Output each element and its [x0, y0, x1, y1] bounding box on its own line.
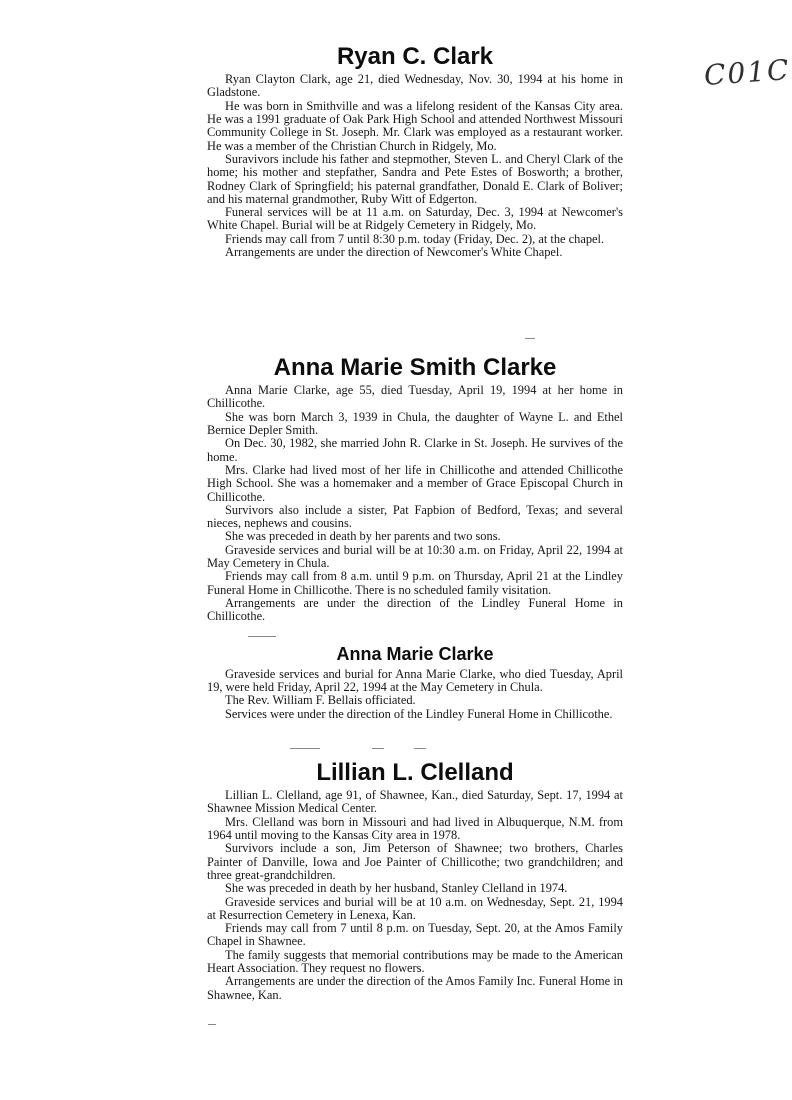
obituary-paragraph: Lillian L. Clelland, age 91, of Shawnee, Kan., died Saturday, Sept. 17, 1994 at Shawnee Mission Medical Center. [207, 788, 623, 816]
obituary-paragraph: Mrs. Clarke had lived most of her life in Chillicothe and attended Chillicothe High School. She was a homemaker and a member of Grace Episcopal Church in Chillicothe. [207, 462, 623, 504]
obituary-paragraph: Friends may call from 8 a.m. until 9 p.m. on Thursday, April 21 at the Lindley Funeral Home in Chillicothe. There is no scheduled family visitation. [207, 569, 623, 597]
obituary-paragraph: Mrs. Clelland was born in Missouri and had lived in Albuquerque, N.M. from 1964 until moving to the Kansas City area in 1978. [207, 814, 623, 843]
obituary-paragraph: Services were under the direction of the Lindley Funeral Home in Chillicothe. [225, 706, 613, 721]
obituary-paragraph: She was preceded in death by her parents and two sons. [225, 529, 501, 544]
obituary-paragraph: The family suggests that memorial contributions may be made to the American Heart Association. They request no flowers. [207, 947, 623, 976]
scan-mark [290, 748, 320, 749]
scan-mark [525, 338, 535, 339]
scan-mark [372, 748, 384, 749]
obituary-anna-marie-clarke [207, 645, 623, 721]
obituary-name: Lillian L. Clelland [316, 759, 514, 786]
obituary-paragraph: Graveside services and burial will be at 10:30 a.m. on Friday, April 22, 1994 at May Cemetery in Chula. [207, 542, 623, 571]
obituary-paragraph: She was preceded in death by her husband, Stanley Clelland in 1974. [225, 881, 568, 896]
obituary-name: Anna Marie Smith Clarke [273, 354, 557, 381]
obituary-paragraph: Arrangements are under the direction of the Lindley Funeral Home in Chillicothe. [207, 595, 623, 624]
scan-mark [208, 1024, 216, 1025]
obituary-anna-marie-smith-clarke [207, 355, 623, 624]
obituary-paragraph: Graveside services and burial for Anna Marie Clarke, who died Tuesday, April 19, were held Friday, April 22, 1994 at the May Cemetery in Chula. [207, 666, 623, 695]
obituary-paragraph: Ryan Clayton Clark, age 21, died Wednesday, Nov. 30, 1994 at his home in Gladstone. [207, 72, 623, 100]
obituary-name: Anna Marie Clarke [336, 644, 494, 664]
obituary-paragraph: Graveside services and burial will be at 10 a.m. on Wednesday, Sept. 21, 1994 at Resurrection Cemetery in Lenexa, Kan. [207, 894, 623, 922]
obituary-paragraph: Friends may call from 7 until 8:30 p.m. today (Friday, Dec. 2), at the chapel. [225, 231, 605, 246]
obituary-paragraph: The Rev. William F. Bellais officiated. [225, 693, 416, 708]
obituary-paragraph: Survivors include a son, Jim Peterson of Shawnee; two brothers, Charles Painter of Danville, Iowa and Joe Painter of Chillicothe; two grandchildren; and three great-grandchildren. [207, 841, 623, 882]
obituary-paragraph: Friends may call from 7 until 8 p.m. on Tuesday, Sept. 20, at the Amos Family Chapel in Shawnee. [207, 921, 623, 949]
obituary-paragraph: Funeral services will be at 11 a.m. on Saturday, Dec. 3, 1994 at Newcomer's White Chapel. Burial will be at Ridgely Cemetery in Ridgely, Mo. [207, 205, 623, 233]
obituary-paragraph: Survivors also include a sister, Pat Fapbion of Bedford, Texas; and several nieces, nephews and cousins. [207, 502, 623, 531]
obituary-paragraph: Arrangements are under the direction of the Amos Family Inc. Funeral Home in Shawnee, Kan. [207, 974, 623, 1002]
obituary-paragraph: She was born March 3, 1939 in Chula, the daughter of Wayne L. and Ethel Bernice Depler Smith. [207, 409, 623, 438]
handwritten-file-code: C01C [702, 53, 792, 92]
scan-mark [414, 748, 426, 749]
obituary-ryan-clark [207, 44, 623, 259]
obituary-paragraph: Suravivors include his father and stepmother, Steven L. and Cheryl Clark of the home; his mother and stepfather, Sandra and Pete Estes of Bosworth; a brother, Rodney Clark of Springfield; his paternal grandfather, Donald E. Clark of Boliver; and his maternal grandmother, Ruby Witt of Edgerton. [207, 151, 623, 206]
obituary-paragraph: Arrangements are under the direction of Newcomer's White Chapel. [225, 245, 563, 260]
obituary-paragraph: On Dec. 30, 1982, she married John R. Clarke in St. Joseph. He survives of the home. [207, 436, 623, 464]
obituary-paragraph: He was born in Smithville and was a lifelong resident of the Kansas City area. He was a 1991 graduate of Oak Park High School and attended Northwest Missouri Community College in St. Joseph. Mr. Clark was employed as a restaurant worker. He was a member of the Christian Church in Ridgely, Mo. [207, 98, 623, 153]
obituary-name: Ryan C. Clark [336, 43, 494, 70]
obituary-paragraph: Anna Marie Clarke, age 55, died Tuesday, April 19, 1994 at her home in Chillicothe. [207, 383, 623, 411]
obituary-lillian-clelland [207, 760, 623, 1002]
scan-mark [248, 636, 276, 637]
